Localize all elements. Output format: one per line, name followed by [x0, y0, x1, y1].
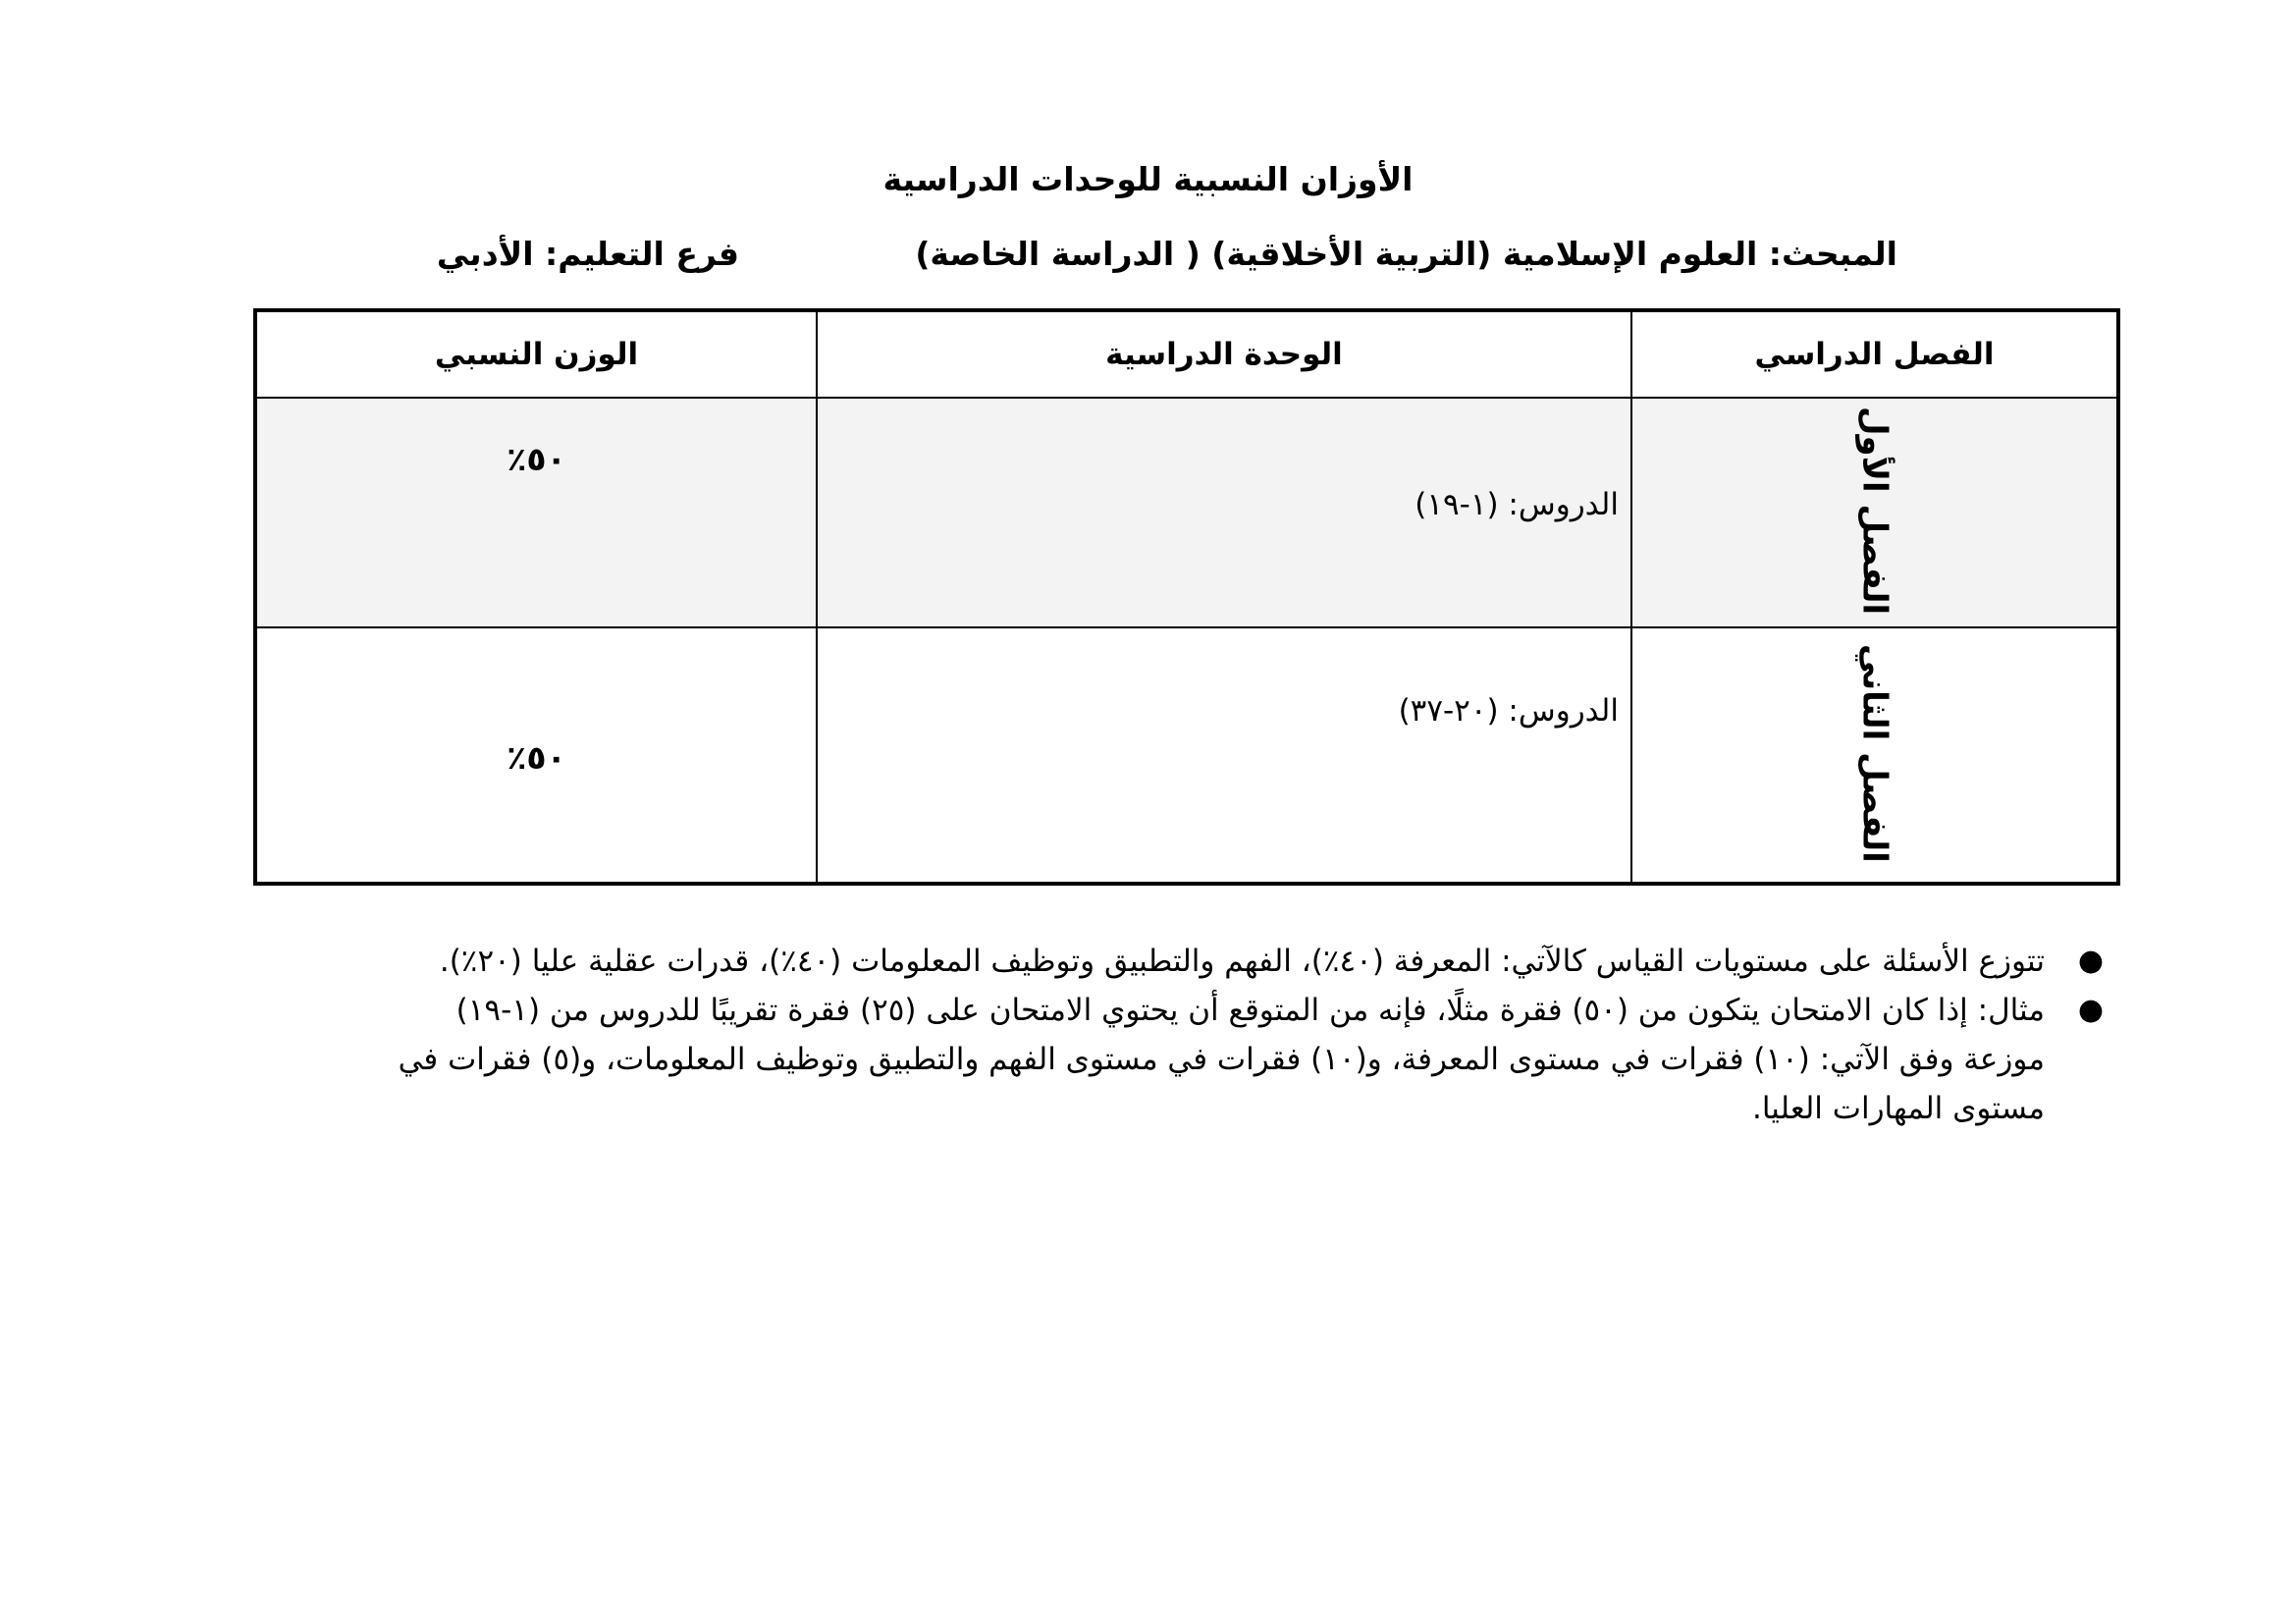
- semester-cell: [1631, 398, 2118, 627]
- unit-label: الدروس: (١-١٩): [1415, 487, 1619, 522]
- table-row: [255, 627, 2118, 884]
- weights-table: [253, 308, 2120, 886]
- weight-cell: [255, 627, 817, 884]
- notes-list: [192, 937, 2104, 1133]
- note-text: تتوزع الأسئلة على مستويات القياس كالآتي: المعرفة (٤٠٪)، الفهم والتطبيق وتوظيف المعلومات (٤٠٪)، قدرات عقلية عليا (٢٠٪).: [439, 944, 2045, 979]
- unit-cell: [817, 627, 1631, 884]
- note-text-line: مثال: إذا كان الامتحان يتكون من (٥٠) فقرة مثلًا، فإنه من المتوقع أن يحتوي الامتحان على (٢٥) فقرة تقريبًا للدروس من (١-١٩): [455, 993, 2045, 1028]
- note-text-line: موزعة وفق الآتي: (١٠) فقرات في مستوى المعرفة، و(١٠) فقرات في مستوى الفهم والتطبيق وتوظيف المعلومات، و(٥) فقرات في: [398, 1042, 2045, 1077]
- unit-cell: [817, 398, 1631, 627]
- page-title: الأوزان النسبية للوحدات الدراسية: [882, 160, 1414, 198]
- semester-label: الفصل الأول: [1854, 406, 1895, 616]
- bullet-icon: ●: [2077, 944, 2104, 978]
- header-weight: الوزن النسبي: [255, 310, 817, 398]
- table-row: [255, 398, 2118, 627]
- semester-cell: [1631, 627, 2118, 884]
- unit-label: الدروس: (٢٠-٣٧): [1398, 693, 1619, 729]
- subject-label: المبحث: العلوم الإسلامية (التربية الأخلاقية) ( الدراسة الخاصة): [915, 235, 1897, 273]
- header-semester: الفصل الدراسي: [1631, 310, 2118, 398]
- list-item: [192, 986, 2104, 1133]
- weight-value: ٥٠٪: [507, 738, 566, 777]
- branch-label: فرع التعليم: الأدبي: [436, 235, 739, 273]
- note-text-line: مستوى المهارات العليا.: [1751, 1091, 2045, 1126]
- semester-label: الفصل الثاني: [1854, 643, 1895, 863]
- weight-value: ٥٠٪: [507, 440, 566, 478]
- table-header-row: [255, 310, 2118, 398]
- list-item: [192, 937, 2104, 986]
- header-unit: الوحدة الدراسية: [817, 310, 1631, 398]
- weight-cell: [255, 398, 817, 627]
- bullet-icon: ●: [2077, 993, 2104, 1027]
